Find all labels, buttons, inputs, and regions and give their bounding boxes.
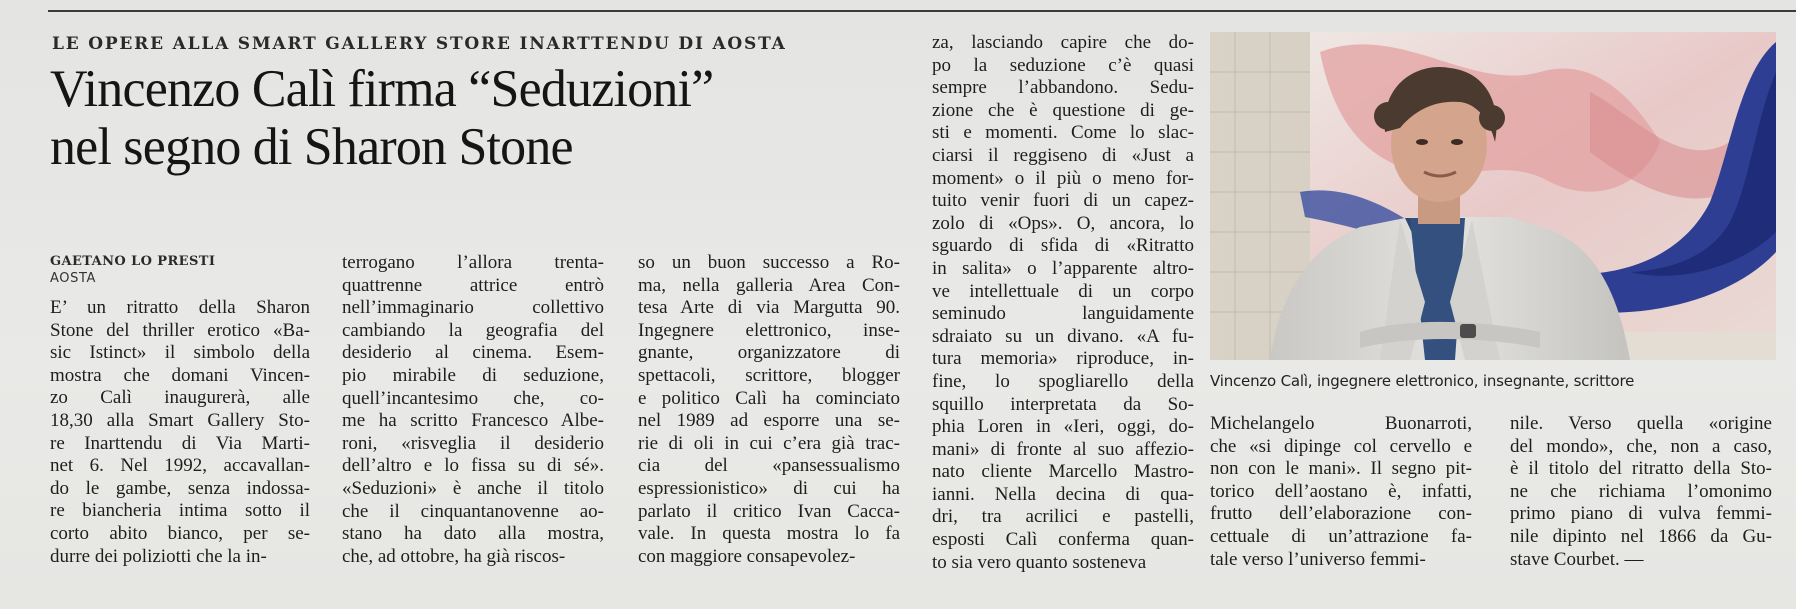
text-line: durre dei poliziotti che la in-: [50, 545, 267, 567]
text-line: dell’altro e lo fissa su di sé».: [342, 455, 604, 477]
artist-photo: [1210, 32, 1776, 360]
text-line: rie di oli in cui c’era già trac-: [638, 432, 900, 454]
text-line: fine, lo spogliarello della: [932, 370, 1194, 392]
text-line: terrogano l’allora trenta-: [342, 252, 604, 273]
text-line: mostra che domani Vincen-: [50, 364, 310, 386]
text-line: to sia vero quanto sosteneva: [932, 551, 1147, 573]
text-line: e politico Calì ha cominciato: [638, 387, 900, 409]
text-line: stano ha dato alla mostra,: [342, 523, 604, 545]
text-line: che «si dipinge col cervello e: [1210, 435, 1472, 457]
text-line: tuito venir fuori di un capez-: [932, 190, 1194, 212]
author-byline: GAETANO LO PRESTI: [50, 254, 216, 269]
top-rule: [48, 10, 1796, 12]
text-line: sguardo di sfida di «Ritratto: [932, 235, 1194, 257]
body-column-5: [1210, 413, 1472, 571]
text-line: so un buon successo a Ro-: [638, 252, 900, 273]
text-line: zo Calì inaugurerà, alle: [50, 387, 310, 409]
text-line: desiderio al cinema. Esem-: [342, 342, 604, 364]
body-column-2: [342, 252, 604, 568]
text-line: cia del «pansessualismo: [638, 455, 900, 477]
text-line: pio mirabile di seduzione,: [342, 364, 604, 386]
text-line: moment» o il più o meno for-: [932, 167, 1194, 189]
body-column-4: [932, 32, 1194, 574]
text-line: che, ad ottobre, ha già riscos-: [342, 545, 566, 567]
text-line: stave Courbet. —: [1510, 548, 1644, 570]
text-line: quell’incantesimo che, co-: [342, 387, 604, 409]
text-line: sic Istinct» il simbolo della: [50, 342, 310, 364]
text-line: dri, tra acrilici e pastelli,: [932, 506, 1194, 528]
text-line: ianni. Nella decina di qua-: [932, 483, 1194, 505]
text-line: sempre l’abbandono. Sedu-: [932, 77, 1194, 99]
text-line: Ingegnere elettronico, inse-: [638, 319, 900, 341]
text-line: nile. Verso quella «origine: [1510, 413, 1772, 434]
text-line: che il cinquantanovenne ao-: [342, 500, 604, 522]
kicker: LE OPERE ALLA SMART GALLERY STORE INARTTENDU DI AOSTA: [52, 34, 787, 54]
text-line: tesa Arte di via Margutta 90.: [638, 297, 900, 319]
text-line: 18,30 alla Smart Gallery Sto-: [50, 409, 310, 431]
text-line: è il titolo del ritratto della Sto-: [1510, 458, 1772, 480]
photo-illustration: [1210, 32, 1776, 360]
text-line: E’ un ritratto della Sharon: [50, 297, 310, 318]
text-line: ciarsi il reggiseno di «Just a: [932, 144, 1194, 166]
text-line: esposti Calì conferma quan-: [932, 529, 1194, 551]
text-line: quattrenne attrice entrò: [342, 274, 604, 296]
text-line: do le gambe, senza indossa-: [50, 477, 310, 499]
text-line: re Inarttendu di Via Marti-: [50, 432, 310, 454]
text-line: parlato il critico Ivan Cacca-: [638, 500, 900, 522]
text-line: za, lasciando capire che do-: [932, 32, 1194, 53]
text-line: primo piano di vulva femmi-: [1510, 503, 1772, 525]
text-line: mani» di fronte al suo affezio-: [932, 438, 1194, 460]
text-line: nell’immaginario collettivo: [342, 297, 604, 319]
text-line: tura memoria» riproduce, in-: [932, 348, 1194, 370]
text-line: seminudo languidamente: [932, 303, 1194, 325]
text-line: frutto dell’elaborazione con-: [1210, 503, 1472, 525]
text-line: torico dell’aostano è, infatti,: [1210, 480, 1472, 502]
body-column-6: [1510, 413, 1772, 571]
text-line: squillo interpretata da So-: [932, 393, 1194, 415]
dateline-location: AOSTA: [50, 271, 96, 286]
photo-caption: Vincenzo Calì, ingegnere elettronico, insegnante, scrittore: [1210, 372, 1635, 390]
text-line: sdraiato su un divano. «A fu-: [932, 325, 1194, 347]
text-line: net 6. Nel 1992, accavallan-: [50, 455, 310, 477]
text-line: cettuale di un’attrazione fa-: [1210, 525, 1472, 547]
text-line: nile dipinto nel 1866 da Gu-: [1510, 525, 1772, 547]
text-line: ne che richiama l’omonimo: [1510, 480, 1772, 502]
headline-line: Vincenzo Calì firma “Seduzioni”: [50, 60, 714, 118]
text-line: ma, nella galleria Area Con-: [638, 274, 900, 296]
text-line: corto abito bianco, per se-: [50, 522, 310, 544]
text-line: zione che è questione di ge-: [932, 99, 1194, 121]
text-line: ve intellettuale di un corpo: [932, 280, 1194, 302]
text-line: sti e momenti. Come lo slac-: [932, 122, 1194, 144]
text-line: espressionistico» di cui ha: [638, 477, 900, 499]
text-line: me ha scritto Francesco Albe-: [342, 410, 604, 432]
text-line: spettacoli, scrittore, blogger: [638, 364, 900, 386]
body-column-1: [50, 297, 310, 568]
text-line: Michelangelo Buonarroti,: [1210, 413, 1472, 434]
text-line: nel 1989 ad esporre una se-: [638, 410, 900, 432]
body-column-3: [638, 252, 900, 568]
text-line: in salita» o l’apparente altro-: [932, 257, 1194, 279]
text-line: roni, «risveglia il desiderio: [342, 432, 604, 454]
headline: [50, 60, 912, 176]
headline-line: nel segno di Sharon Stone: [50, 118, 573, 176]
text-line: non con le mani». Il segno pit-: [1210, 458, 1472, 480]
text-line: Stone del thriller erotico «Ba-: [50, 319, 310, 341]
text-line: tale verso l’universo femmi-: [1210, 548, 1426, 570]
text-line: «Seduzioni» è anche il titolo: [342, 477, 604, 499]
text-line: del mondo», che, non a caso,: [1510, 435, 1772, 457]
text-line: nato cliente Marcello Mastro-: [932, 461, 1194, 483]
text-line: cambiando la geografia del: [342, 319, 604, 341]
text-line: re biancheria intima sotto il: [50, 500, 310, 522]
text-line: vale. In questa mostra lo fa: [638, 523, 900, 545]
text-line: zolo di «Ops». O, ancora, lo: [932, 212, 1194, 234]
text-line: gnante, organizzatore di: [638, 342, 900, 364]
text-line: phia Loren in «Ieri, oggi, do-: [932, 416, 1194, 438]
text-line: po la seduzione c’è quasi: [932, 54, 1194, 76]
text-line: con maggiore consapevolez-: [638, 545, 856, 567]
